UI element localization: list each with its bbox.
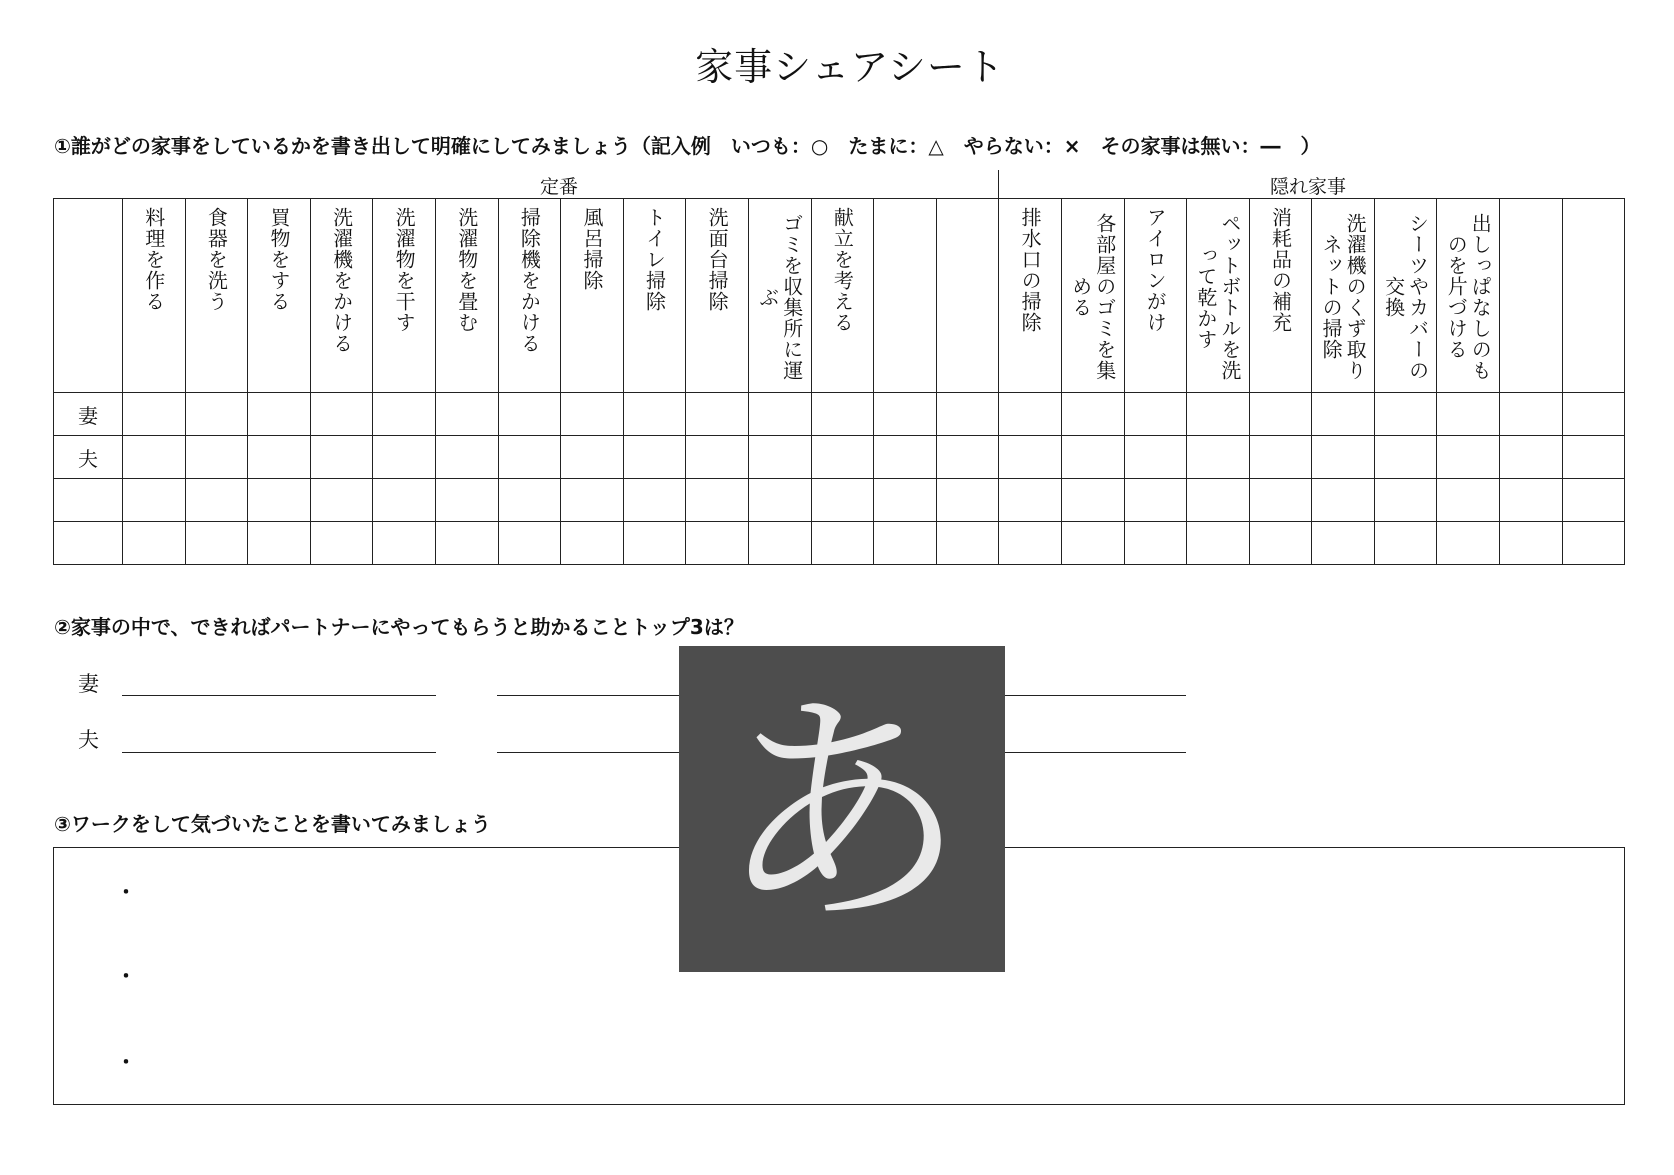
chore-share-table xyxy=(53,198,1625,565)
entry-cell[interactable] xyxy=(123,436,186,479)
entry-cell[interactable] xyxy=(498,436,561,479)
entry-cell[interactable] xyxy=(999,393,1062,436)
chore-label: 風呂掃除 xyxy=(579,207,604,291)
entry-cell[interactable] xyxy=(248,393,311,436)
entry-cell[interactable] xyxy=(1437,393,1500,436)
group-divider xyxy=(998,170,999,198)
entry-cell[interactable] xyxy=(1437,522,1500,565)
entry-cell[interactable] xyxy=(1562,436,1625,479)
husband-label: 夫 xyxy=(78,728,99,752)
entry-cell[interactable] xyxy=(1374,479,1437,522)
chore-label: トイレ掃除 xyxy=(642,207,667,312)
entry-cell[interactable] xyxy=(811,479,874,522)
chore-label: 排水口の掃除 xyxy=(1018,207,1043,333)
entry-cell[interactable] xyxy=(561,393,624,436)
entry-cell[interactable] xyxy=(623,522,686,565)
entry-cell[interactable] xyxy=(498,479,561,522)
entry-cell[interactable] xyxy=(1437,479,1500,522)
entry-cell[interactable] xyxy=(373,393,436,436)
entry-cell[interactable] xyxy=(1312,479,1375,522)
chore-label: ゴミを収集所に運ぶ xyxy=(755,213,804,381)
table-header-row xyxy=(54,199,1625,393)
entry-cell[interactable] xyxy=(811,393,874,436)
entry-cell[interactable] xyxy=(185,479,248,522)
entry-cell[interactable] xyxy=(874,522,937,565)
section1-heading: ①誰がどの家事をしているかを書き出して明確にしてみましょう（記入例 いつも：○ たまに：△ やらない：× その家事は無い：― ） xyxy=(54,134,1321,158)
entry-cell[interactable] xyxy=(1187,393,1250,436)
husband-answer-line-1[interactable] xyxy=(122,752,436,753)
entry-cell[interactable] xyxy=(999,522,1062,565)
wife-label: 妻 xyxy=(78,672,99,696)
chore-header-cell xyxy=(999,199,1062,393)
entry-cell[interactable] xyxy=(185,393,248,436)
entry-cell[interactable] xyxy=(373,436,436,479)
entry-cell[interactable] xyxy=(1500,436,1563,479)
chore-header-cell xyxy=(874,199,937,393)
entry-cell[interactable] xyxy=(435,522,498,565)
chore-label: ペットボトルを洗って乾かす xyxy=(1193,213,1242,381)
entry-cell[interactable] xyxy=(936,522,999,565)
table-row xyxy=(54,479,1625,522)
chore-header-cell xyxy=(1437,199,1500,393)
entry-cell[interactable] xyxy=(1562,393,1625,436)
entry-cell[interactable] xyxy=(686,393,749,436)
table-row xyxy=(54,393,1625,436)
chore-label: シーツやカバーの交換 xyxy=(1381,213,1430,381)
entry-cell[interactable] xyxy=(435,393,498,436)
entry-cell[interactable] xyxy=(1500,522,1563,565)
entry-cell[interactable] xyxy=(248,522,311,565)
entry-cell[interactable] xyxy=(811,436,874,479)
entry-cell[interactable] xyxy=(1124,436,1187,479)
entry-cell[interactable] xyxy=(1374,436,1437,479)
entry-cell[interactable] xyxy=(1249,436,1312,479)
entry-cell[interactable] xyxy=(936,479,999,522)
entry-cell[interactable] xyxy=(435,436,498,479)
entry-cell[interactable] xyxy=(248,436,311,479)
entry-cell[interactable] xyxy=(748,522,811,565)
entry-cell[interactable] xyxy=(1249,479,1312,522)
entry-cell[interactable] xyxy=(874,479,937,522)
chore-label: 買物をする xyxy=(266,207,291,312)
entry-cell[interactable] xyxy=(936,436,999,479)
entry-cell[interactable] xyxy=(1312,436,1375,479)
entry-cell[interactable] xyxy=(123,479,186,522)
entry-cell[interactable] xyxy=(623,479,686,522)
entry-cell[interactable] xyxy=(1061,522,1124,565)
entry-cell[interactable] xyxy=(1562,479,1625,522)
page-title: 家事シェアシート xyxy=(695,45,1005,89)
entry-cell[interactable] xyxy=(310,522,373,565)
table-row xyxy=(54,436,1625,479)
chore-header-cell xyxy=(310,199,373,393)
entry-cell[interactable] xyxy=(310,479,373,522)
chore-label: 出しっぱなしのものを片づける xyxy=(1444,213,1493,381)
chore-header-cell xyxy=(498,199,561,393)
note-bullet: ・ xyxy=(116,880,136,904)
entry-cell[interactable] xyxy=(185,522,248,565)
person-cell xyxy=(54,522,123,565)
entry-cell[interactable] xyxy=(623,436,686,479)
entry-cell[interactable] xyxy=(811,522,874,565)
note-bullet: ・ xyxy=(116,1050,136,1074)
chore-label: 料理を作る xyxy=(141,207,166,312)
chore-header-cell xyxy=(623,199,686,393)
chore-label: 消耗品の補充 xyxy=(1268,207,1293,333)
ime-glyph: あ xyxy=(717,668,967,959)
entry-cell[interactable] xyxy=(748,393,811,436)
entry-cell[interactable] xyxy=(1249,522,1312,565)
chore-header-cell xyxy=(185,199,248,393)
entry-cell[interactable] xyxy=(1187,479,1250,522)
person-cell: 夫 xyxy=(54,436,123,479)
chore-header-cell xyxy=(435,199,498,393)
entry-cell[interactable] xyxy=(874,393,937,436)
chore-label: 洗濯物を干す xyxy=(392,207,417,333)
corner-cell xyxy=(54,199,123,393)
entry-cell[interactable] xyxy=(1500,393,1563,436)
entry-cell[interactable] xyxy=(1312,522,1375,565)
chore-header-cell xyxy=(561,199,624,393)
entry-cell[interactable] xyxy=(686,479,749,522)
chore-label: 洗面台掃除 xyxy=(705,207,730,312)
entry-cell[interactable] xyxy=(561,522,624,565)
entry-cell[interactable] xyxy=(498,393,561,436)
chore-header-cell xyxy=(1562,199,1625,393)
entry-cell[interactable] xyxy=(123,522,186,565)
entry-cell[interactable] xyxy=(874,436,937,479)
entry-cell[interactable] xyxy=(435,479,498,522)
chore-header-cell xyxy=(123,199,186,393)
wife-answer-line-1[interactable] xyxy=(122,695,436,696)
entry-cell[interactable] xyxy=(1061,479,1124,522)
entry-cell[interactable] xyxy=(1187,436,1250,479)
chore-label: アイロンがけ xyxy=(1143,207,1168,333)
chore-header-cell xyxy=(686,199,749,393)
entry-cell[interactable] xyxy=(1249,393,1312,436)
chore-label: 献立を考える xyxy=(830,207,855,333)
entry-cell[interactable] xyxy=(1187,522,1250,565)
entry-cell[interactable] xyxy=(373,522,436,565)
chore-header-cell xyxy=(936,199,999,393)
entry-cell[interactable] xyxy=(686,436,749,479)
entry-cell[interactable] xyxy=(1312,393,1375,436)
person-cell xyxy=(54,479,123,522)
entry-cell[interactable] xyxy=(1437,436,1500,479)
entry-cell[interactable] xyxy=(1124,393,1187,436)
entry-cell[interactable] xyxy=(1061,436,1124,479)
entry-cell[interactable] xyxy=(248,479,311,522)
entry-cell[interactable] xyxy=(1124,522,1187,565)
person-cell: 妻 xyxy=(54,393,123,436)
entry-cell[interactable] xyxy=(1374,522,1437,565)
entry-cell[interactable] xyxy=(185,436,248,479)
chore-header-cell xyxy=(1374,199,1437,393)
entry-cell[interactable] xyxy=(1124,479,1187,522)
group-label-regular: 定番 xyxy=(540,176,579,198)
chore-header-cell xyxy=(1124,199,1187,393)
entry-cell[interactable] xyxy=(999,479,1062,522)
entry-cell[interactable] xyxy=(1061,393,1124,436)
chore-header-cell xyxy=(1249,199,1312,393)
entry-cell[interactable] xyxy=(936,393,999,436)
chore-header-cell xyxy=(1312,199,1375,393)
chore-label: 洗濯物を畳む xyxy=(454,207,479,333)
chore-label: 各部屋のゴミを集める xyxy=(1068,213,1117,381)
chore-header-cell xyxy=(1061,199,1124,393)
chore-header-cell xyxy=(1500,199,1563,393)
entry-cell[interactable] xyxy=(1562,522,1625,565)
entry-cell[interactable] xyxy=(748,479,811,522)
entry-cell[interactable] xyxy=(1374,393,1437,436)
chore-header-cell xyxy=(811,199,874,393)
chore-header-cell xyxy=(748,199,811,393)
entry-cell[interactable] xyxy=(310,393,373,436)
entry-cell[interactable] xyxy=(498,522,561,565)
section3-heading: ③ワークをして気づいたことを書いてみましょう xyxy=(54,812,491,836)
entry-cell[interactable] xyxy=(561,479,624,522)
chore-label: 洗濯機のくず取りネットの掃除 xyxy=(1319,213,1368,381)
note-bullet: ・ xyxy=(116,964,136,988)
entry-cell[interactable] xyxy=(748,436,811,479)
chore-label: 食器を洗う xyxy=(204,207,229,312)
chore-header-cell xyxy=(1187,199,1250,393)
chore-label: 洗濯機をかける xyxy=(329,207,354,354)
entry-cell[interactable] xyxy=(623,393,686,436)
entry-cell[interactable] xyxy=(310,436,373,479)
table-row xyxy=(54,522,1625,565)
chore-header-cell xyxy=(248,199,311,393)
chore-label: 掃除機をかける xyxy=(517,207,542,354)
entry-cell[interactable] xyxy=(686,522,749,565)
entry-cell[interactable] xyxy=(999,436,1062,479)
entry-cell[interactable] xyxy=(561,436,624,479)
section2-heading: ②家事の中で、できればパートナーにやってもらうと助かることトップ3は？ xyxy=(54,615,744,639)
entry-cell[interactable] xyxy=(373,479,436,522)
entry-cell[interactable] xyxy=(123,393,186,436)
entry-cell[interactable] xyxy=(1500,479,1563,522)
group-label-hidden: 隠れ家事 xyxy=(1270,176,1347,198)
chore-header-cell xyxy=(373,199,436,393)
ime-hiragana-icon xyxy=(679,646,1005,972)
